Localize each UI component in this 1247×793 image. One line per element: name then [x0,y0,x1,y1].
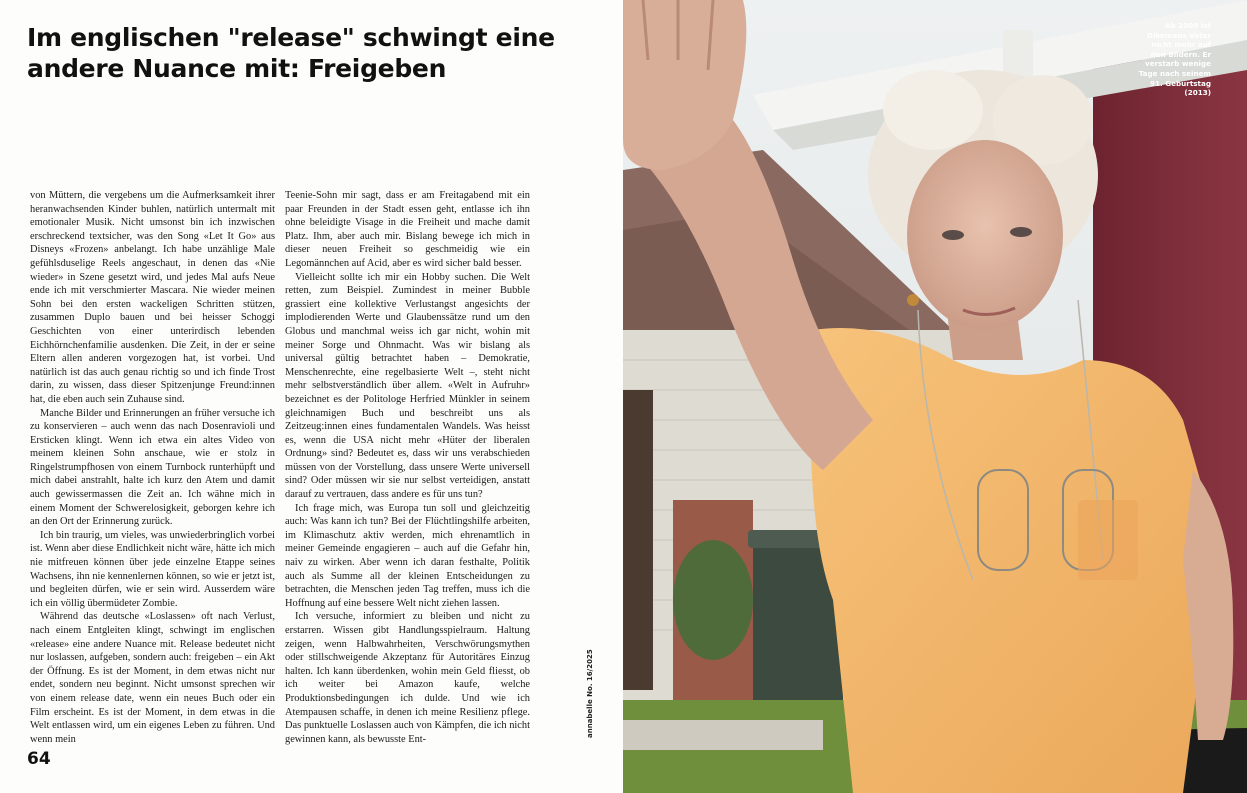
paragraph: Während das deutsche «Loslassen» oft nach Verlust, nach einem Entgleiten klingt, schwingt im englischen «release» eine andere Nuance mit. Release bedeutet nicht nur loslassen, aufgeben, sondern auch: freigeben – ein Akt der Öffnung. Es ist der Moment, in dem etwas nicht nur endet, sondern neu beginnt. Nicht umsonst sprechen wir von einem release date, wenn ein neues Buch oder ein Film erscheint. Es ist der Moment, in dem etwas in die Welt entlassen wird, um ein eigenes Leben zu führen. Und wenn mein [30,611,275,745]
page-number: 64 [27,749,51,769]
portrait-photo [623,0,1247,793]
paragraph: Ich versuche, informiert zu bleiben und nicht zu erstarren. Wissen gibt Handlungsspielraum. Haltung zeigen, wenn Halbwahrheiten, Verschwörungsmythen oder stillschweigende Akzeptanz für Autoritäres Einzug halten. Ich kann überdenken, wohin mein Geld fliesst, ob ich weiter bei Amazon kaufe, welche Produktionsbedingungen ich dulde. Und wie ich Atempausen schaffe, in denen ich meine Resilienz pflege. Das punktuelle Loslassen auch von Kämpfen, die ich nicht gewinnen kann, als bewusste Ent- [285,611,530,745]
text-column-2 [285,189,530,746]
photo-caption: Ab 2009 ist Dikemans Vater nicht mehr auf den Bildern. Er verstarb wenige Tage nach seinem 91. Geburtstag (2013) [1138,21,1211,98]
paragraph: Ich frage mich, was Europa tun soll und gleichzeitig auch: Was kann ich tun? Bei der Flüchtlingshilfe arbeiten, im Klimaschutz aktiv werden, mich ehrenamtlich in meiner Gemeinde engagieren – auch auf die Gefahr hin, naiv zu wirken. Aber wenn ich daran festhalte, Politik auch als Summe all der kleinen Entscheidungen zu betrachten, die Menschen jeden Tag treffen, muss ich die Hoffnung auf eine bessere Welt nicht ziehen lassen. [285,502,530,609]
left-page [0,0,623,793]
paragraph: Manche Bilder und Erinnerungen an früher versuche ich zu konservieren – auch wenn das nach Dosenravioli und Ersticken klingt. Wenn ich etwa ein altes Video von meinem kleinen Sohn anschaue, wie er stolz in Ringelstrumpfhosen von einem Turnbock runterhüpft und mich dabei anstrahlt, halte ich kurz den Atem und damit auch gewissermassen die Zeit an. Ich wähne mich in einem Moment der Schwerelosigkeit, geborgen kehre ich an den Ort der Erinnerung zurück. [30,407,275,528]
magazine-folio: annabelle No. 16/2025 [586,649,594,738]
paragraph: von Müttern, die vergebens um die Aufmerksamkeit ihrer heranwachsenden Kinder buhlen, natürlich untermalt mit emotionaler Musik. Nicht umsonst bin ich inzwischen erschreckend textsicher, was den Song «Let It Go» aus Disneys «Frozen» anbelangt. Ich habe unzählige Male gefühlsduselige Reels angeschaut, in denen das «Nie wieder» in Szene gesetzt wird, und jedes Mal aufs Neue ende ich mit verschmierter Mascara. Nie wieder meinen Sohn bei den ersten wackeligen Schritten stützen, zusammen Duplo bauen und bei heisser Schoggi Geschichten von einer unterirdisch lebenden Eichhörnchenfamilie ausdenken. Die Zeit, in der er seine Eltern allen anderen vorgezogen hat, ist vorbei. Und natürlich ist das auch genau richtig so und ich finde Trost darin, zu wissen, dass dieser Spitzenjunge Freund:innen hat, die eben auch sein Zuhause sind. [30,190,275,405]
paragraph: Ich bin traurig, um vieles, was unwiederbringlich vorbei ist. Wenn aber diese Endlichkeit nicht wäre, hätte ich mich nie mitfreuen können über jede einzelne Etappe seines Wachsens, ihn nie kennenlernen können, so wie er jetzt ist, und begleiten dürfen, wie er sein wird. Ausserdem wäre ich ein völlig übermüdeter Zombie. [30,529,276,609]
text-column-1 [30,189,275,746]
article-headline: Im englischen "release" schwingt eine andere Nuance mit: Freigeben [27,23,555,83]
paragraph: Vielleicht sollte ich mir ein Hobby suchen. Die Welt retten, zum Beispiel. Zumindest in meiner Bubble grassiert eine kollektive Verlustangst angesichts der implodierenden Werte und Glaubenssätze rund um den Globus und manchmal weiss ich gar nicht, wohin mit meiner Sorge und Ohnmacht. Was wir bislang als universal gültig betrachtet haben – Demokratie, Menschenrechte, eine regelbasierte Welt –, steht nicht mehr selbstverständlich über allem. «Welt in Aufruhr» bezeichnet es der Politologe Herfried Münkler in seinem gleichnamigen Buch und beschreibt uns als Zeitzeug:innen eines fundamentalen Wandels. Was heisst es, wenn die USA nicht mehr «Hüter der liberalen Ordnung» sind? Bedeutet es, dass wir uns verabschieden müssen von der Vorstellung, dass unsere Werte universell sind? Oder müssen wir sie nur selbst verteidigen, anstatt darauf zu vertrauen, dass andere es für uns tun? [285,271,530,501]
paragraph: Teenie-Sohn mir sagt, dass er am Freitagabend mit ein paar Freunden in der Stadt essen geht, entlasse ich ihn ohne beleidigte Visage in die Freiheit und mache damit Platz. Ihm, aber auch mir. Bislang bewege ich mich in dieser neuen Freiheit so geschmeidig wie ein Legomännchen auf Acid, aber es wird sicher bald besser. [285,190,530,269]
